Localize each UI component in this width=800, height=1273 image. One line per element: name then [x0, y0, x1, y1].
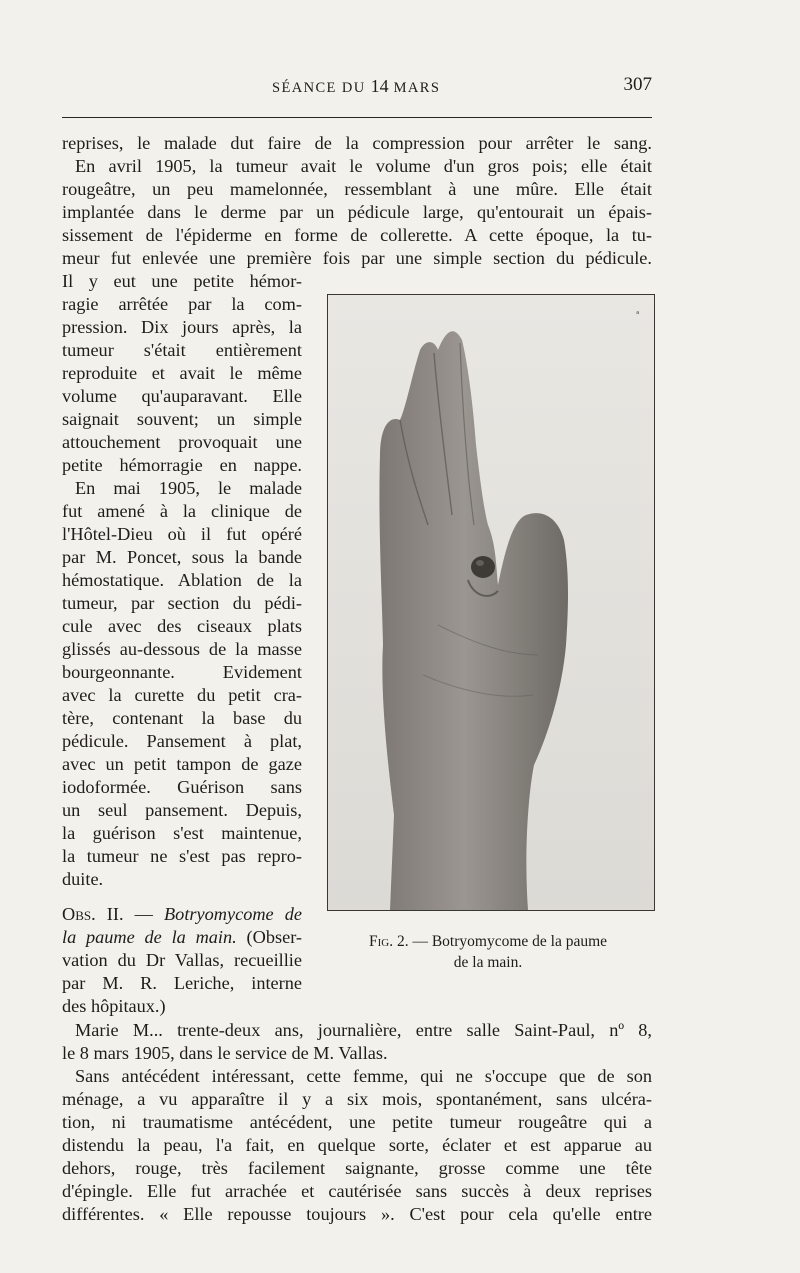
column-line: l'Hôtel-Dieu où il fut opéré	[62, 524, 302, 544]
body-line: Sans antécédent intéressant, cette femme, qui ne s'occupe que de son	[75, 1066, 652, 1086]
column-line: bourgeonnante. Evidement	[62, 662, 302, 682]
running-title	[272, 76, 440, 97]
body-line: distendu la peau, l'a fait, en quelque sorte, éclater et est apparue au	[62, 1135, 652, 1155]
page-number: 307	[623, 74, 652, 95]
obs-line: par M. R. Leriche, interne	[62, 973, 302, 993]
caption-label: Fig. 2.	[368, 933, 409, 950]
running-title-month: MARS	[393, 80, 441, 96]
body-line: ménage, a vu apparaître il y a six mois, spontanément, sans ulcéra-	[62, 1089, 652, 1109]
column-line: par M. Poncet, sous la bande	[62, 547, 302, 567]
body-line: le 8 mars 1905, dans le service de M. Vallas.	[62, 1043, 388, 1063]
obs-line: des hôpitaux.)	[62, 996, 166, 1016]
column-line: tumeur, par section du pédi-	[62, 593, 302, 613]
intro-line: rougeâtre, un peu mamelonnée, ressemblant à une mûre. Elle était	[62, 179, 652, 199]
page-header	[62, 76, 652, 102]
intro-line: reprises, le malade dut faire de la compression pour arrêter le sang.	[62, 133, 652, 153]
intro-line: En avril 1905, la tumeur avait le volume d'un gros pois; elle était	[75, 156, 652, 176]
obs-title-part-2: la paume de la main.	[62, 927, 237, 947]
body-line: dehors, rouge, très facilement saignante, grosse comme une tête	[62, 1158, 652, 1178]
column-line: avec un petit tampon de gaze	[62, 754, 302, 774]
column-line: tumeur s'était entièrement	[62, 340, 302, 360]
column-line: tère, contenant la base du	[62, 708, 302, 728]
column-line: En mai 1905, le malade	[75, 478, 302, 498]
obs-label: Obs. II. —	[62, 904, 153, 924]
svg-text:ᵃ: ᵃ	[636, 310, 640, 320]
figure-caption	[322, 931, 654, 973]
column-line: avec la curette du petit cra-	[62, 685, 302, 705]
column-line: pédicule. Pansement à plat,	[62, 731, 302, 751]
column-line: pression. Dix jours après, la	[62, 317, 302, 337]
intro-line: implantée dans le derme par un pédicule large, qu'entourait un épais-	[62, 202, 652, 222]
column-line: attouchement provoquait une	[62, 432, 302, 452]
column-line: ragie arrêtée par la com-	[62, 294, 302, 314]
column-line: un seul pansement. Depuis,	[62, 800, 302, 820]
column-line: cule avec des ciseaux plats	[62, 616, 302, 636]
body-line: Marie M... trente-deux ans, journalière, entre salle Saint-Paul, nº 8,	[75, 1020, 652, 1040]
obs-title-part-1: Botryomycome de	[164, 904, 303, 924]
column-line: la tumeur ne s'est pas repro-	[62, 846, 302, 866]
column-line: iodoformée. Guérison sans	[62, 777, 302, 797]
column-line: hémostatique. Ablation de la	[62, 570, 302, 590]
body-line: tion, ni traumatisme antécédent, une petite tumeur rougeâtre qui a	[62, 1112, 652, 1132]
obs-line-rest: (Obser-	[246, 927, 302, 947]
hand-illustration	[328, 295, 654, 910]
obs-line: vation du Dr Vallas, recueillie	[62, 950, 302, 970]
intro-line: meur fut enlevée une première fois par une simple section du pédicule.	[62, 248, 652, 268]
caption-line-2: de la main.	[453, 954, 523, 971]
caption-line-1	[322, 931, 654, 952]
tumour-mass	[471, 556, 495, 578]
running-title-day: 14	[370, 76, 389, 96]
column-line: saignait souvent; un simple	[62, 409, 302, 429]
column-line: glissés au-dessous de la masse	[62, 639, 302, 659]
header-rule	[62, 117, 652, 118]
running-title-prefix: SÉANCE DU	[272, 80, 366, 96]
body-line: différentes. « Elle repousse toujours ». C'est pour cela qu'elle entre	[62, 1204, 652, 1224]
column-line: fut amené à la clinique de	[62, 501, 302, 521]
intro-line: sissement de l'épiderme en forme de collerette. A cette époque, la tu-	[62, 225, 652, 245]
obs-heading-line	[62, 903, 302, 926]
column-line: petite hémorragie en nappe.	[62, 455, 302, 475]
column-line: la guérison s'est maintenue,	[62, 823, 302, 843]
hand-photograph	[327, 294, 655, 911]
column-line: duite.	[62, 869, 104, 889]
body-line: d'épingle. Elle fut arrachée et cautérisée sans succès à deux reprises	[62, 1181, 652, 1201]
column-line: Il y eut une petite hémor-	[62, 271, 302, 291]
caption-text-1: — Botryomycome de la paume	[412, 933, 608, 950]
obs-heading-line	[62, 926, 302, 949]
column-line: volume qu'auparavant. Elle	[62, 386, 302, 406]
column-line: reproduite et avait le même	[62, 363, 302, 383]
